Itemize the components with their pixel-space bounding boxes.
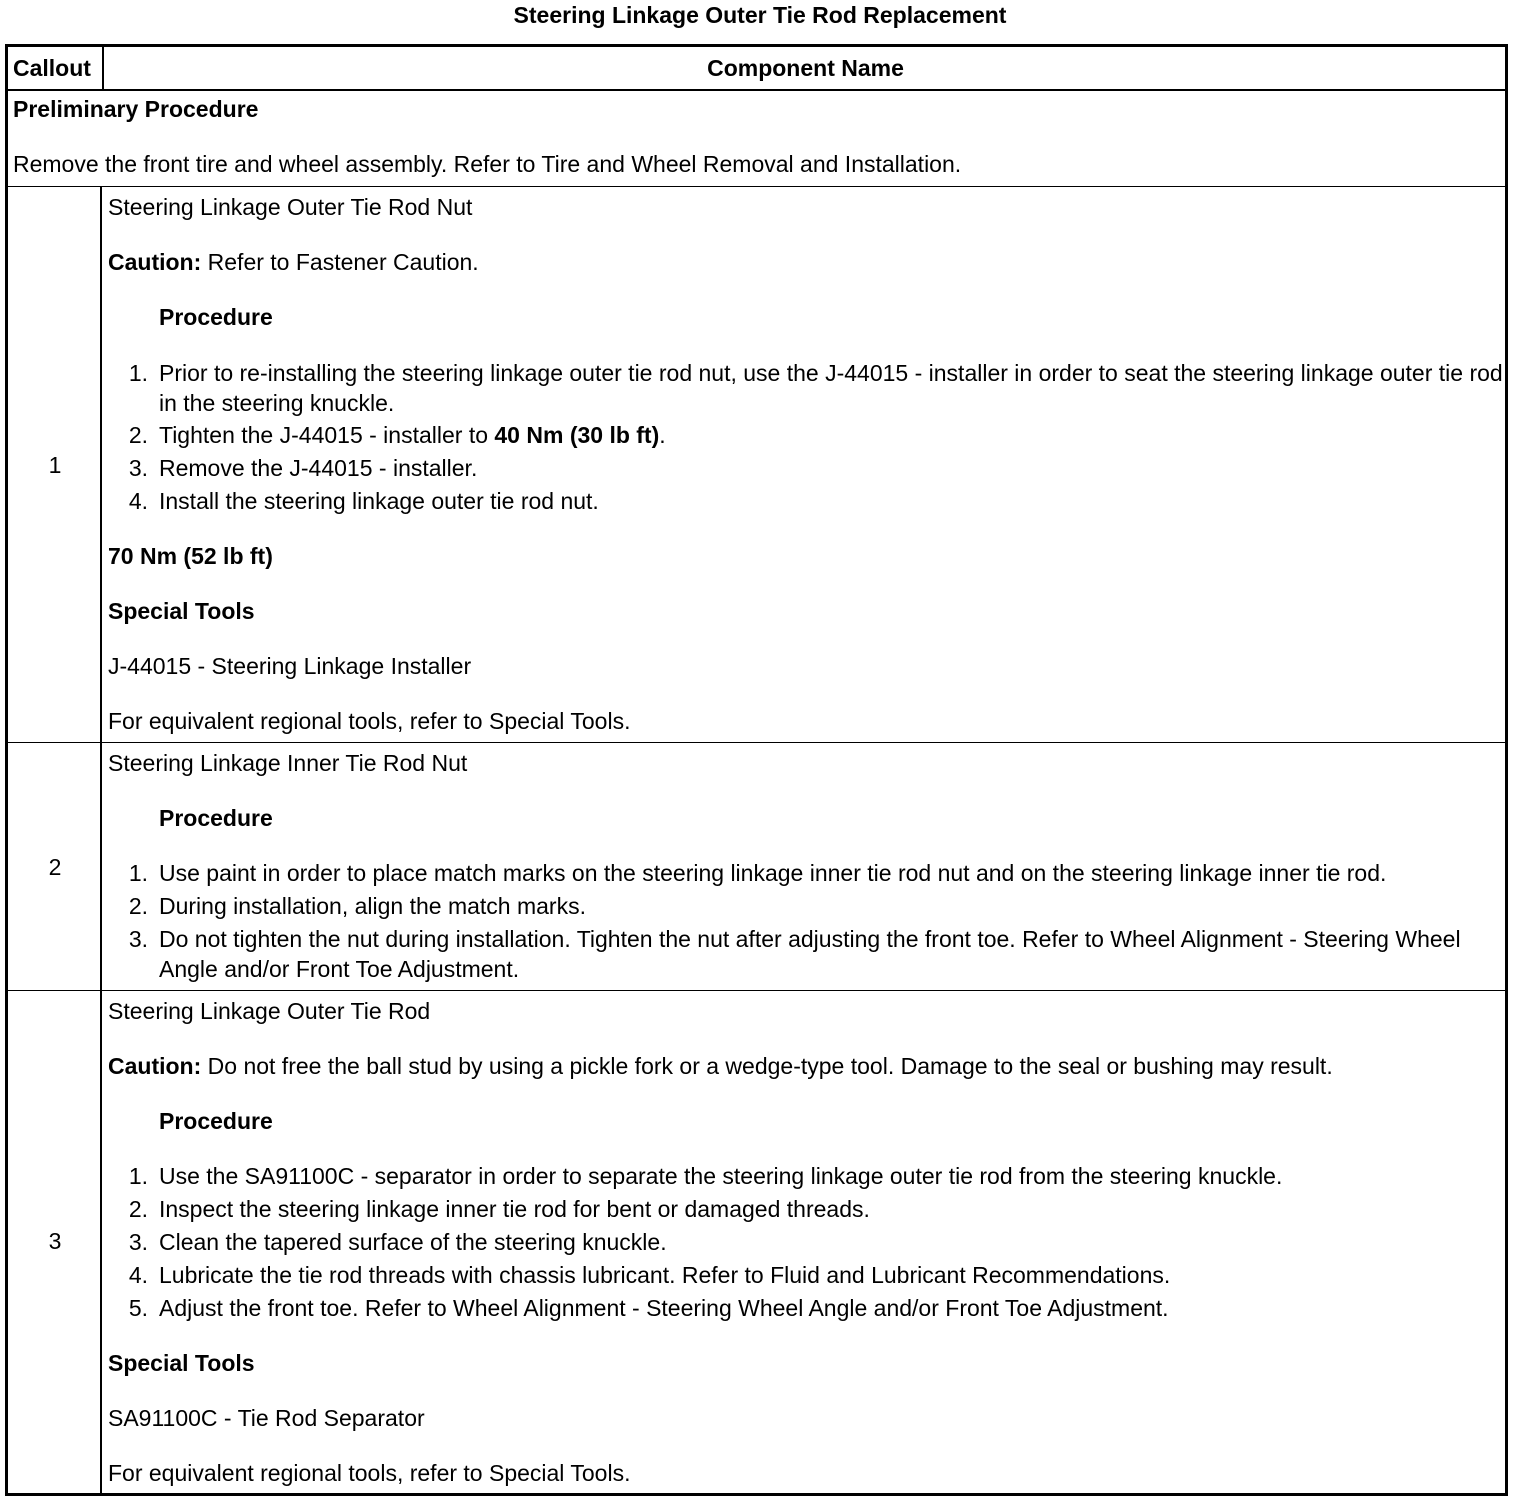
- step-number: 3.: [128, 1229, 148, 1255]
- callout-number: 2: [48, 854, 62, 880]
- step-number: 5.: [128, 1295, 148, 1321]
- table-header-row: [8, 47, 1505, 91]
- special-tool-item: SA91100C - Tie Rod Separator: [108, 1405, 425, 1431]
- step-text: [159, 419, 1504, 452]
- step-number: 3.: [128, 926, 148, 952]
- caution-note: [108, 246, 479, 279]
- preliminary-procedure-text: Remove the front tire and wheel assembly. Refer to Tire and Wheel Removal and Installation.: [13, 151, 962, 177]
- torque-spec: 40 Nm (30 lb ft): [494, 422, 660, 448]
- step-text: Lubricate the tie rod threads with chassis lubricant. Refer to Fluid and Lubricant Recommendations.: [159, 1262, 1171, 1288]
- component-name: Steering Linkage Inner Tie Rod Nut: [108, 750, 468, 776]
- step-text: Remove the J-44015 - installer.: [159, 455, 478, 481]
- caution-label: Caution:: [108, 1053, 202, 1079]
- caution-note: [108, 1050, 1333, 1083]
- step-text: Adjust the front toe. Refer to Wheel Alignment - Steering Wheel Angle and/or Front Toe Adjustment.: [159, 1295, 1169, 1321]
- step-text-part: .: [659, 422, 666, 448]
- procedure-heading: Procedure: [159, 805, 273, 831]
- callout-cell: [8, 187, 102, 742]
- step-text: During installation, align the match marks.: [159, 893, 586, 919]
- step-number: 2.: [128, 422, 148, 448]
- component-name: Steering Linkage Outer Tie Rod Nut: [108, 194, 473, 220]
- regional-tools-note: For equivalent regional tools, refer to Special Tools.: [108, 1460, 631, 1486]
- step-number: 4.: [128, 1262, 148, 1288]
- callout-number: 3: [48, 1228, 62, 1254]
- callout-number: 1: [48, 452, 62, 478]
- step-text: Use paint in order to place match marks on the steering linkage inner tie rod nut and on the steering linkage inner tie rod.: [159, 860, 1387, 886]
- step-number: 1.: [128, 860, 148, 886]
- step-number: 1.: [128, 1163, 148, 1189]
- page-title: Steering Linkage Outer Tie Rod Replacement: [513, 2, 1007, 28]
- step-number: 2.: [128, 1196, 148, 1222]
- caution-label: Caution:: [108, 249, 202, 275]
- torque-value: 70 Nm (52 lb ft): [108, 543, 273, 569]
- step-text: Use the SA91100C - separator in order to separate the steering linkage outer tie rod from the steering knuckle.: [159, 1163, 1283, 1189]
- caution-text: Refer to Fastener Caution.: [201, 249, 479, 275]
- step-text: Inspect the steering linkage inner tie rod for bent or damaged threads.: [159, 1196, 870, 1222]
- step-number: 2.: [128, 893, 148, 919]
- step-text: Do not tighten the nut during installation. Tighten the nut after adjusting the front toe. Refer to Wheel Alignment - Steering Wheel Angle and/or Front Toe Adjustment.: [159, 926, 1461, 982]
- procedure-heading: Procedure: [159, 304, 273, 330]
- special-tools-heading: Special Tools: [108, 598, 255, 624]
- table-row: [8, 187, 1505, 743]
- step-text: Clean the tapered surface of the steering knuckle.: [159, 1229, 667, 1255]
- step-text: Install the steering linkage outer tie rod nut.: [159, 488, 599, 514]
- component-name: Steering Linkage Outer Tie Rod: [108, 998, 431, 1024]
- special-tool-item: J-44015 - Steering Linkage Installer: [108, 653, 472, 679]
- preliminary-procedure-row: [8, 91, 1505, 187]
- procedure-table: [5, 44, 1508, 1496]
- table-row: [8, 743, 1505, 991]
- procedure-heading: Procedure: [159, 1108, 273, 1134]
- special-tools-heading: Special Tools: [108, 1350, 255, 1376]
- caution-text: Do not free the ball stud by using a pickle fork or a wedge-type tool. Damage to the seal or bushing may result.: [201, 1053, 1333, 1079]
- callout-cell: [8, 743, 102, 990]
- step-number: 1.: [128, 360, 148, 386]
- preliminary-procedure-heading: Preliminary Procedure: [13, 96, 259, 122]
- column-header-component-name: Component Name: [102, 47, 1507, 89]
- table-row: [8, 991, 1505, 1493]
- step-number: 4.: [128, 488, 148, 514]
- column-header-callout: Callout: [13, 55, 91, 81]
- regional-tools-note: For equivalent regional tools, refer to Special Tools.: [108, 708, 631, 734]
- callout-cell: [8, 991, 102, 1493]
- step-text-part: Tighten the J-44015 - installer to: [159, 422, 495, 448]
- step-number: 3.: [128, 455, 148, 481]
- step-text: Prior to re-installing the steering linkage outer tie rod nut, use the J-44015 - installer in order to seat the steering linkage outer tie rod in the steering knuckle.: [159, 360, 1503, 416]
